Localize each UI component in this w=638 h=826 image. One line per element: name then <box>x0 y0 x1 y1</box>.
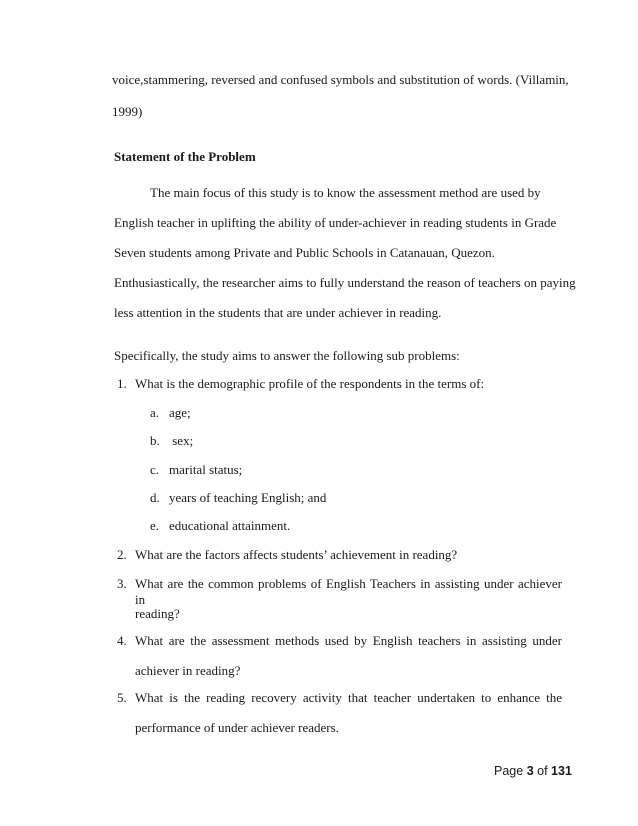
sub-item-sex: sex; <box>169 433 194 448</box>
page-label: Page <box>494 764 524 778</box>
paragraph-line-3: Seven students among Private and Public Schools in Catanauan, Quezon. <box>114 245 495 260</box>
problem-5-text-line-2: performance of under achiever readers. <box>135 720 339 735</box>
paragraph-line-1: The main focus of this study is to know the assessment method are used by <box>150 185 541 200</box>
sub-item-educational-attainment: educational attainment. <box>169 518 291 533</box>
specific-intro: Specifically, the study aims to answer the following sub problems: <box>114 348 460 363</box>
problem-number: 4. <box>117 633 127 648</box>
sub-letter: c. <box>150 462 160 477</box>
sub-letter: d. <box>150 490 160 505</box>
sub-item-years-teaching: years of teaching English; and <box>169 490 327 505</box>
problem-number: 2. <box>117 547 127 562</box>
problem-number: 3. <box>117 576 127 591</box>
paragraph-line-4: Enthusiastically, the researcher aims to fully understand the reason of teachers on paying <box>114 275 576 290</box>
page-number: 3 <box>526 764 534 778</box>
problem-3-text-line-1: What are the common problems of English Teachers in assisting under achiever in <box>135 576 562 607</box>
problem-3-text-line-2: reading? <box>135 606 180 621</box>
sub-item-age: age; <box>169 405 191 420</box>
problem-4-text-line-2: achiever in reading? <box>135 663 241 678</box>
problem-1-text: What is the demographic profile of the respondents in the terms of: <box>135 376 485 391</box>
intro-line-2: 1999) <box>112 104 143 119</box>
problem-5-text-line-1: What is the reading recovery activity that teacher undertaken to enhance the <box>135 690 562 705</box>
paragraph-line-5: less attention in the students that are under achiever in reading. <box>114 305 442 320</box>
problem-number: 1. <box>117 376 127 391</box>
paragraph-line-2: English teacher in uplifting the ability of under-achiever in reading students in Grade <box>114 215 557 230</box>
total-pages: 131 <box>551 764 572 778</box>
sub-letter: b. <box>150 433 160 448</box>
page-footer <box>494 763 572 779</box>
problem-2-text: What are the factors affects students’ achievement in reading? <box>135 547 458 562</box>
problem-4-text-line-1: What are the assessment methods used by English teachers in assisting under <box>135 633 562 648</box>
sub-letter: e. <box>150 518 160 533</box>
problem-number: 5. <box>117 690 127 705</box>
sub-item-marital-status: marital status; <box>169 462 243 477</box>
sub-letter: a. <box>150 405 160 420</box>
of-label: of <box>537 764 548 778</box>
intro-line-1: voice,stammering, reversed and confused symbols and substitution of words. (Villamin, <box>112 72 569 87</box>
section-heading: Statement of the Problem <box>114 149 256 164</box>
